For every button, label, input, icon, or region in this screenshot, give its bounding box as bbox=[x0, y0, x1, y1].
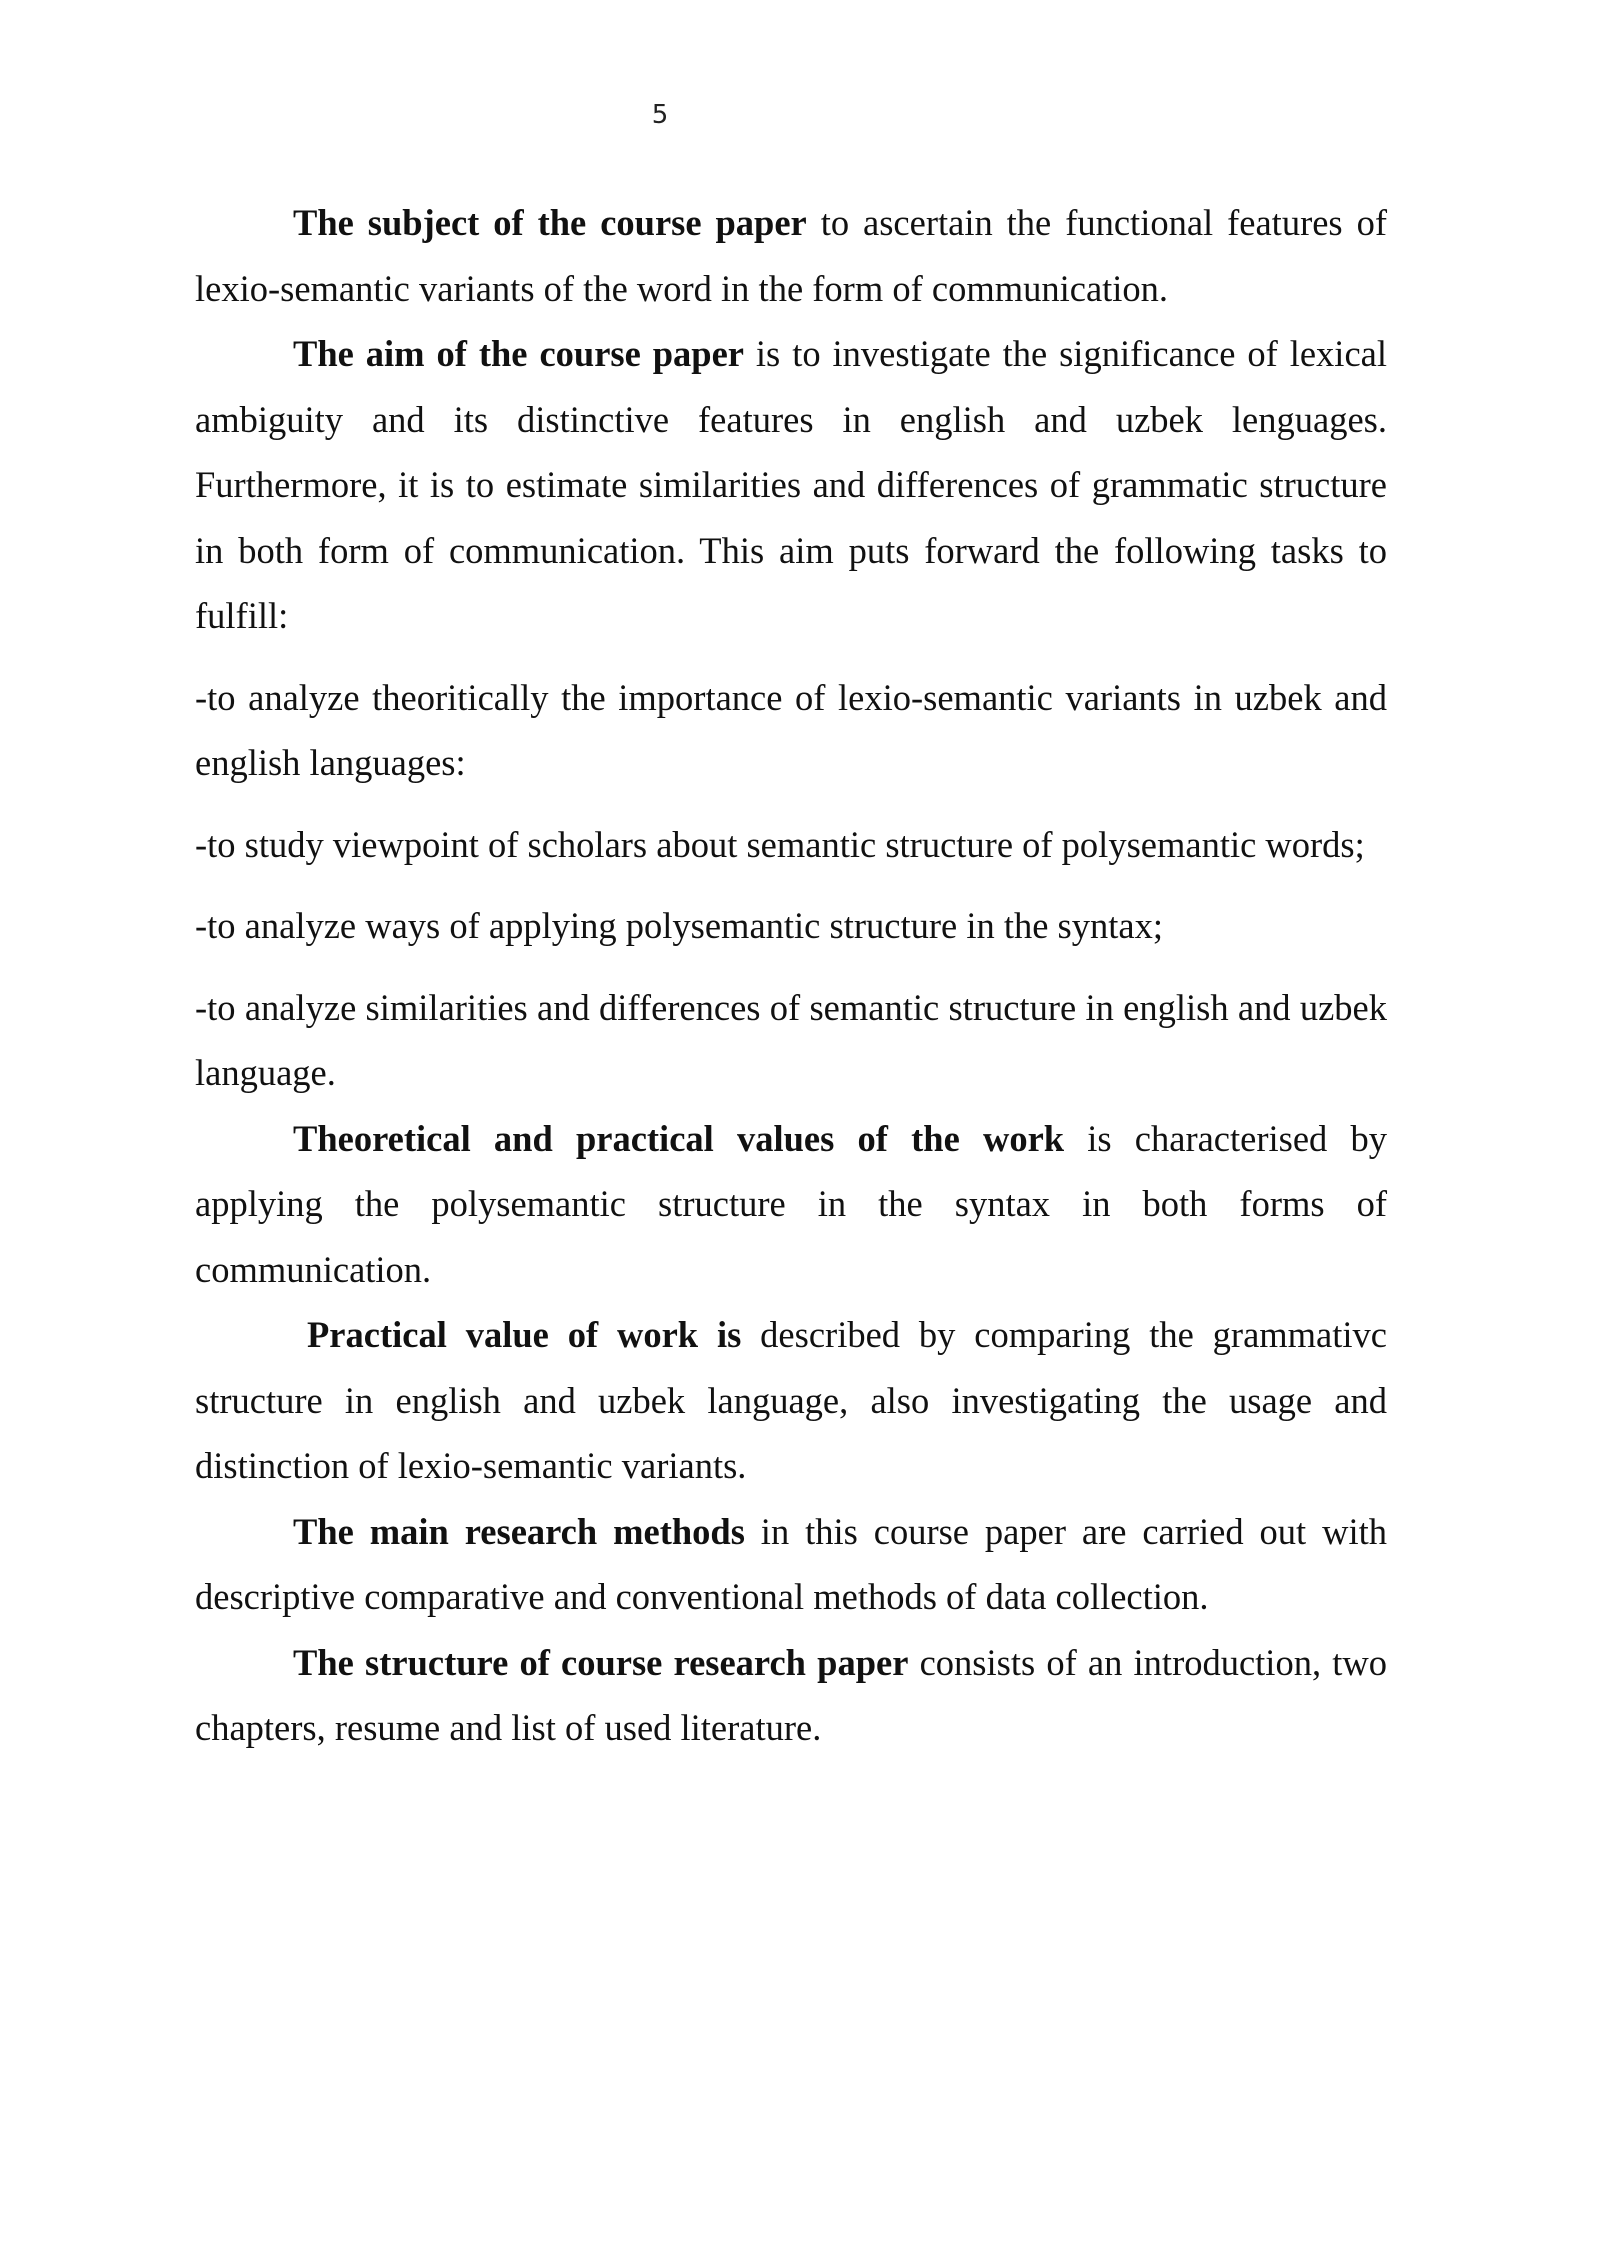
paragraph-methods bbox=[195, 1499, 1387, 1630]
paragraph-structure bbox=[195, 1630, 1387, 1761]
paragraph-methods-lead: The main research methods bbox=[293, 1510, 745, 1552]
paragraph-theoretical-text: is characterised by applying the polysemantic structure in the syntax in both forms of communication. bbox=[195, 1117, 1387, 1290]
paragraph-subject-lead: The subject of the course paper bbox=[293, 202, 807, 243]
document-body bbox=[195, 190, 1387, 1761]
paragraph-practical-text: described by comparing the grammativc structure in english and uzbek language, also investigating the usage and distinction of lexio-semantic variants. bbox=[195, 1314, 1387, 1486]
paragraph-methods-text: in this course paper are carried out with descriptive comparative and conventional methods of data collection. bbox=[195, 1510, 1387, 1617]
task-item: -to study viewpoint of scholars about semantic structure of polysemantic words; bbox=[195, 823, 1365, 865]
task-item: -to analyze theoritically the importance of lexio-semantic variants in uzbek and english languages: bbox=[195, 676, 1387, 783]
paragraph-subject bbox=[195, 190, 1387, 321]
paragraph-subject-text: to ascertain the functional features of lexio-semantic variants of the word in the form of communication. bbox=[195, 202, 1387, 309]
paragraph-aim bbox=[195, 321, 1387, 649]
page-number: 5 bbox=[651, 100, 669, 130]
paragraph-theoretical-lead: Theoretical and practical values of the work bbox=[293, 1117, 1065, 1159]
task-item: -to analyze similarities and differences of semantic structure in english and uzbek language. bbox=[195, 986, 1387, 1093]
paragraph-theoretical bbox=[195, 1106, 1387, 1303]
paragraph-practical bbox=[195, 1302, 1387, 1499]
paragraph-practical-lead: Practical value of work is bbox=[307, 1314, 742, 1355]
task-item: -to analyze ways of applying polysemantic structure in the syntax; bbox=[195, 905, 1163, 946]
paragraph-aim-text: is to investigate the significance of lexical ambiguity and its distinctive features in english and uzbek lenguages. Furthermore, it is to estimate similarities and differences of grammatic structure in both form of communication. This aim puts forward the following tasks to fulfill: bbox=[195, 333, 1387, 636]
paragraph-aim-lead: The aim of the course paper bbox=[293, 333, 744, 374]
paragraph-structure-text: consists of an introduction, two chapters, resume and list of used literature. bbox=[195, 1641, 1387, 1748]
paragraph-structure-lead: The structure of course research paper bbox=[293, 1641, 909, 1683]
